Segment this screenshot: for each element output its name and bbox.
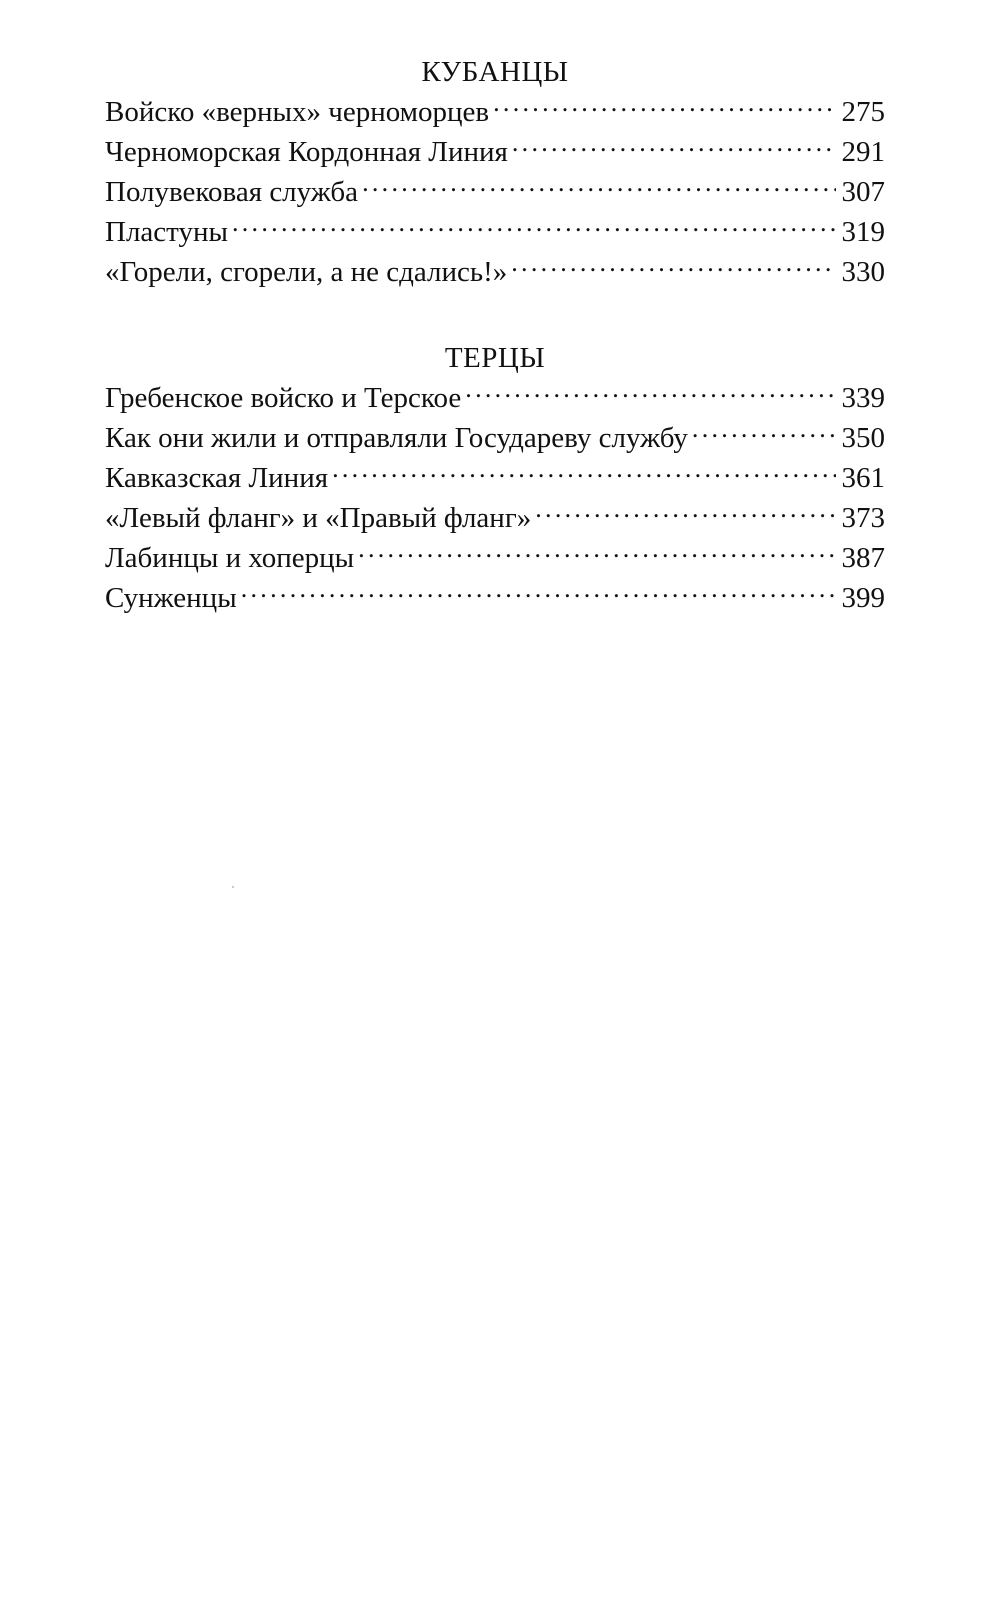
- dot-leader: [232, 212, 836, 241]
- toc-entry-page: 319: [841, 216, 885, 248]
- toc-entry-page: 373: [841, 502, 885, 534]
- dot-leader: [241, 578, 836, 607]
- toc-entry: [105, 92, 885, 132]
- toc-entry: [105, 578, 885, 618]
- toc-entry-title: Черноморская Кордонная Линия: [105, 136, 508, 168]
- toc-entry-page: 350: [841, 422, 885, 454]
- toc-entry-title: Сунженцы: [105, 582, 237, 614]
- toc-entry-title: «Левый фланг» и «Правый фланг»: [105, 502, 532, 534]
- dot-leader: [511, 252, 835, 281]
- toc-entry: [105, 458, 885, 498]
- section-title: ТЕРЦЫ: [444, 342, 546, 374]
- dot-leader: [465, 378, 835, 407]
- toc-section-kubantsy: [105, 52, 885, 292]
- toc-entry: [105, 212, 885, 252]
- toc-entry-title: Лабинцы и хоперцы: [105, 542, 355, 574]
- toc-entry-title: Войско «верных» черноморцев: [105, 96, 490, 128]
- toc-entry-page: 291: [841, 136, 885, 168]
- dot-leader: [332, 458, 835, 487]
- toc-entry-title: Как они жили и отправляли Государеву службу: [105, 422, 688, 454]
- dot-leader: [358, 538, 835, 567]
- toc-entry-page: 399: [841, 582, 885, 614]
- toc-entry-page: 387: [841, 542, 885, 574]
- toc-entry-title: «Горели, сгорели, а не сдались!»: [105, 256, 508, 288]
- toc-entry: [105, 538, 885, 578]
- dot-leader: [512, 132, 836, 161]
- toc-entry-title: Гребенское войско и Терское: [105, 382, 462, 414]
- dot-leader: [692, 418, 836, 447]
- toc-entry-page: 275: [841, 96, 885, 128]
- toc-entry-page: 339: [841, 382, 885, 414]
- dot-leader: [493, 92, 835, 121]
- toc-entry-title: Пластуны: [105, 216, 228, 248]
- dot-leader: [535, 498, 835, 527]
- toc-entry-page: 307: [841, 176, 885, 208]
- toc-entry: [105, 378, 885, 418]
- toc-entry: [105, 252, 885, 292]
- toc-entry-page: 330: [841, 256, 885, 288]
- toc-entry-title: Полувековая служба: [105, 176, 359, 208]
- toc-entry: [105, 418, 885, 458]
- toc-entry-title: Кавказская Линия: [105, 462, 329, 494]
- toc-entry: [105, 498, 885, 538]
- toc-entry-page: 361: [841, 462, 885, 494]
- table-of-contents: [105, 52, 885, 618]
- section-title: КУБАНЦЫ: [421, 56, 569, 88]
- dot-leader: [362, 172, 835, 201]
- toc-entry: [105, 172, 885, 212]
- toc-entry: [105, 132, 885, 172]
- toc-section-tertsy: [105, 338, 885, 618]
- scan-speck: [232, 886, 234, 888]
